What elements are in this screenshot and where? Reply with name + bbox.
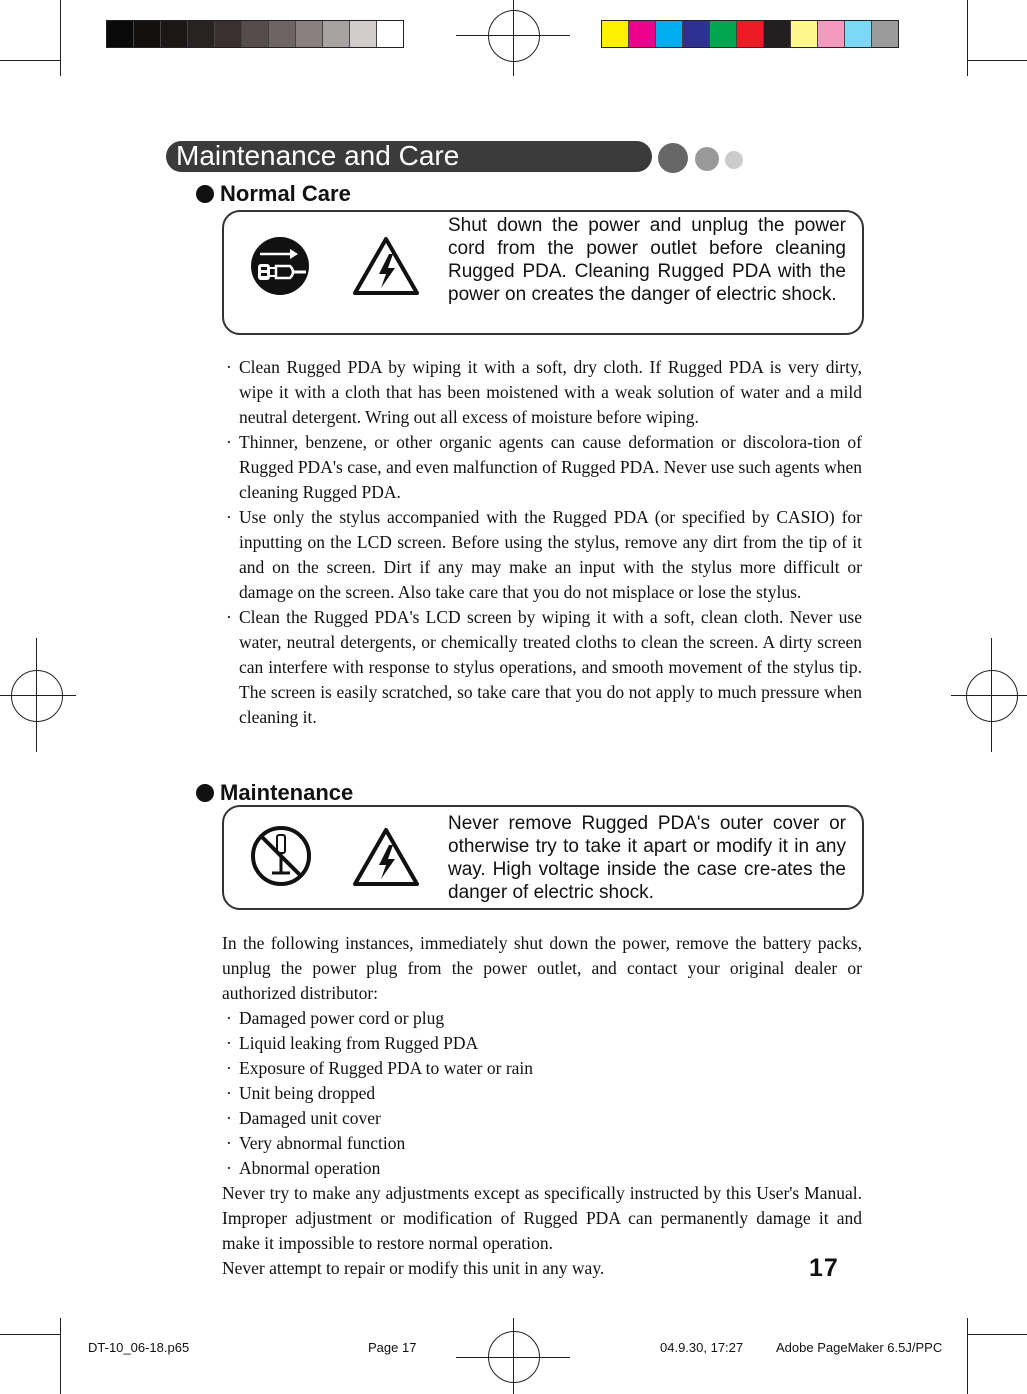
color-swatch <box>602 21 629 47</box>
footer-page: Page 17 <box>368 1340 417 1355</box>
footer-app: Adobe PageMaker 6.5J/PPC <box>776 1340 943 1355</box>
list-item: · Very abnormal function <box>222 1131 862 1156</box>
color-swatch <box>683 21 710 47</box>
color-swatch <box>737 21 764 47</box>
footer-date: 04.9.30, 17:27 <box>660 1340 744 1355</box>
decor-dot-small <box>725 151 743 169</box>
maintenance-final: Never attempt to repair or modify this unit in any way. <box>222 1258 605 1278</box>
list-item: · Abnormal operation <box>222 1156 862 1181</box>
list-item: · Liquid leaking from Rugged PDA <box>222 1031 862 1056</box>
gray-swatch <box>107 21 134 47</box>
normal-care-list <box>222 355 862 730</box>
list-item: · Thinner, benzene, or other organic agents can cause deformation or discolora-tion of Rugged PDA's case, and even malfunction of Rugged PDA. Never use such agents when cleaning Rugged PDA. <box>222 430 862 505</box>
color-swatch <box>629 21 656 47</box>
no-disassembly-icon <box>250 825 312 887</box>
maintenance-outro: Never try to make any adjustments except as specifically instructed by this User's Manual. Improper adjustment or modification of Rugged PDA can permanently damage it and make it impossible to restore normal operation. <box>222 1183 862 1253</box>
color-swatch <box>791 21 818 47</box>
maintenance-list <box>222 1006 862 1181</box>
decor-dot-medium <box>695 147 719 171</box>
gray-swatch <box>269 21 296 47</box>
page-number: 17 <box>809 1254 839 1282</box>
footer-file: DT-10_06-18.p65 <box>88 1340 190 1355</box>
color-swatch <box>764 21 791 47</box>
gray-swatch <box>188 21 215 47</box>
gray-swatch <box>296 21 323 47</box>
gray-swatch <box>350 21 377 47</box>
color-swatch <box>872 21 898 47</box>
list-item: · Clean Rugged PDA by wiping it with a soft, dry cloth. If Rugged PDA is very dirty, wipe it with a cloth that has been moistened with a weak solution of water and a mild neutral detergent. Wring out all excess of moisture before wiping. <box>222 355 862 430</box>
decor-dot-large <box>658 143 688 173</box>
gray-swatch <box>215 21 242 47</box>
maintenance-warning-text: Never remove Rugged PDA's outer cover or otherwise try to take it apart or modify it in any way. High voltage inside the case cre-ates the danger of electric shock. <box>448 813 846 903</box>
electric-shock-warning-icon <box>352 827 420 887</box>
color-swatch <box>818 21 845 47</box>
normal-care-warning-text: Shut down the power and unplug the power cord from the power outlet before cleaning Rugged PDA. Cleaning Rugged PDA with the power on creates the danger of electric shock. <box>448 215 846 305</box>
color-swatch-strip <box>601 20 899 48</box>
gray-swatch <box>242 21 269 47</box>
gray-swatch <box>161 21 188 47</box>
list-item: · Damaged unit cover <box>222 1106 862 1131</box>
list-item: · Damaged power cord or plug <box>222 1006 862 1031</box>
grayscale-swatch-strip <box>106 20 404 48</box>
list-item: · Use only the stylus accompanied with the Rugged PDA (or specified by CASIO) for inputting on the LCD screen. Before using the stylus, remove any dirt from the tip of it and on the screen. Dirt if any may make an input with the stylus more difficult or damage on the screen. Also take care that you do not misplace or lose the stylus. <box>222 505 862 605</box>
list-item: · Exposure of Rugged PDA to water or rain <box>222 1056 862 1081</box>
gray-swatch <box>134 21 161 47</box>
color-swatch <box>845 21 872 47</box>
unplug-icon <box>250 236 310 296</box>
page-title: Maintenance and Care <box>176 140 460 171</box>
list-item: · Unit being dropped <box>222 1081 862 1106</box>
color-swatch <box>656 21 683 47</box>
maintenance-heading: Maintenance <box>196 779 353 807</box>
normal-care-heading: Normal Care <box>196 180 351 208</box>
list-item: · Clean the Rugged PDA's LCD screen by wiping it with a soft, clean cloth. Never use water, neutral detergents, or chemically treated cloths to clean the screen. A dirty screen can interfere with response to stylus operations, and smooth movement of the stylus tip. The screen is easily scratched, so take care that you do not apply to much pressure when cleaning it. <box>222 605 862 730</box>
color-swatch <box>710 21 737 47</box>
bullet-icon <box>196 784 214 802</box>
bullet-icon <box>196 185 214 203</box>
maintenance-intro: In the following instances, immediately shut down the power, remove the battery packs, unplug the power plug from the power outlet, and contact your original dealer or authorized distributor: <box>222 933 862 1003</box>
electric-shock-warning-icon <box>352 236 420 296</box>
gray-swatch <box>323 21 350 47</box>
gray-swatch <box>377 21 403 47</box>
